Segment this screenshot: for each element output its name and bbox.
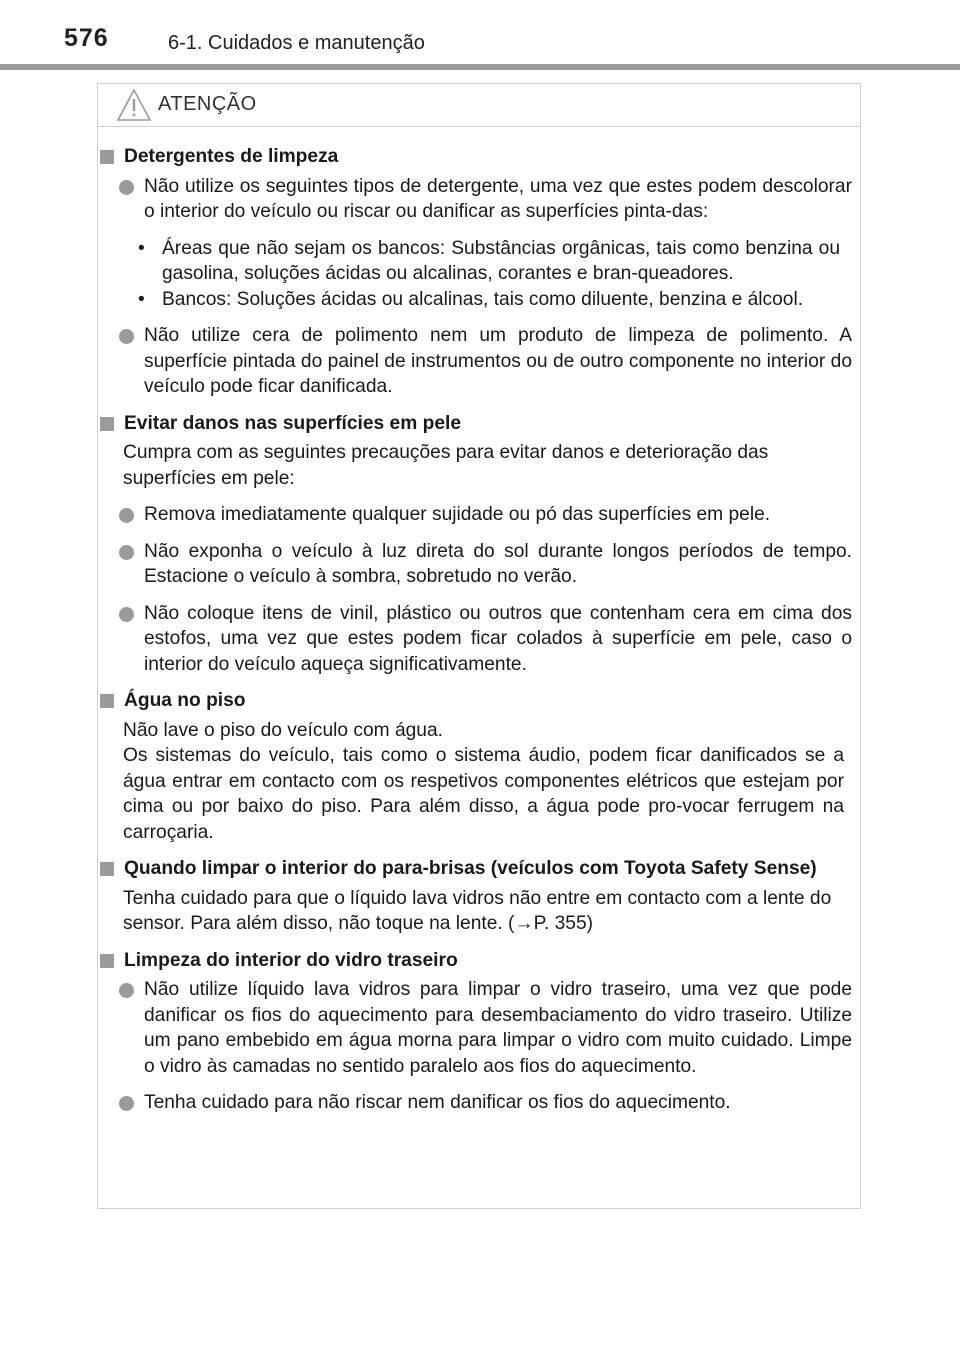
list-item xyxy=(118,174,852,225)
list-item-text: Remova imediatamente qualquer sujidade ou pó das superfícies em pele. xyxy=(144,504,771,525)
warning-box xyxy=(97,83,861,1209)
sub-list-item xyxy=(138,287,840,313)
list-item xyxy=(118,977,852,1079)
list-item xyxy=(118,502,852,528)
page-number: 576 xyxy=(64,24,109,52)
sub-list-item-text: Bancos: Soluções ácidas ou alcalinas, tais como diluente, benzina e álcool. xyxy=(162,288,804,310)
circle-bullet-icon xyxy=(119,607,134,622)
list-item xyxy=(118,539,852,590)
header-rule xyxy=(0,64,960,70)
circle-bullet-icon xyxy=(119,545,134,560)
warning-header xyxy=(98,84,860,127)
list-item-text: Não utilize os seguintes tipos de detergente, uma vez que estes podem descolorar o interior do veículo ou riscar ou danificar as superfícies pinta-das: xyxy=(144,175,852,222)
list-item xyxy=(118,323,852,400)
section-heading-text: Água no piso xyxy=(124,690,246,711)
paragraph: Cumpra com as seguintes precauções para evitar danos e deterioração das superfícies em pele: xyxy=(123,442,769,489)
square-bullet-icon xyxy=(100,417,114,431)
list-item-text: Não utilize cera de polimento nem um produto de limpeza de polimento. A superfície pintada do painel de instrumentos ou de outro componente no interior do veículo pode ficar danificada. xyxy=(144,325,852,397)
section-heading xyxy=(98,948,850,974)
sub-bullet-marker: • xyxy=(138,288,145,310)
sub-bullet-marker: • xyxy=(138,237,145,259)
section-heading xyxy=(98,144,850,170)
section-title: 6-1. Cuidados e manutenção xyxy=(168,32,425,54)
sub-list-item-text: Áreas que não sejam os bancos: Substâncias orgânicas, tais como benzina ou gasolina, soluções ácidas ou alcalinas, corantes e bran-queadores. xyxy=(162,237,840,284)
square-bullet-icon xyxy=(100,694,114,708)
sub-list-item xyxy=(138,236,840,287)
circle-bullet-icon xyxy=(119,983,134,998)
list-item xyxy=(118,601,852,678)
list-item-text: Não utilize líquido lava vidros para limpar o vidro traseiro, uma vez que pode danificar os fios do aquecimento para desembaciamento do vidro traseiro. Utilize um pano embebido em água morna para limpar o vidro com muito cuidado. Limpe o vidro às camadas no sentido paralelo aos fios do aquecimento. xyxy=(144,979,852,1077)
section-heading xyxy=(98,688,850,714)
page-header xyxy=(0,0,960,70)
warning-triangle-icon xyxy=(116,88,152,122)
section-heading-text: Detergentes de limpeza xyxy=(124,146,339,167)
list-item-text: Não exponha o veículo à luz direta do sol durante longos períodos de tempo. Estacione o veículo à sombra, sobretudo no verão. xyxy=(144,540,852,587)
warning-content xyxy=(98,144,860,1127)
square-bullet-icon xyxy=(100,954,114,968)
circle-bullet-icon xyxy=(119,180,134,195)
section-heading-text: Limpeza do interior do vidro traseiro xyxy=(124,949,458,971)
paragraph: Os sistemas do veículo, tais como o sistema áudio, podem ficar danificados se a água entrar em contacto com os respetivos componentes elétricos que estejam por cima ou por baixo do piso. Para além disso, a água pode pro-vocar ferrugem na carroçaria. xyxy=(123,745,844,843)
list-item xyxy=(118,1090,852,1116)
section-heading xyxy=(98,411,850,437)
warning-title: ATENÇÃO xyxy=(158,93,257,115)
section-heading xyxy=(98,856,850,882)
paragraph: Tenha cuidado para que o líquido lava vidros não entre em contacto com a lente do sensor. Para além disso, não toque na lente. (→P. 355) xyxy=(123,887,832,934)
square-bullet-icon xyxy=(100,150,114,164)
section-heading-text: Quando limpar o interior do para-brisas (veículos com Toyota Safety Sense) xyxy=(124,858,817,879)
section-heading-text: Evitar danos nas superfícies em pele xyxy=(124,412,461,434)
paragraph: Não lave o piso do veículo com água. xyxy=(123,719,443,741)
list-item-text: Não coloque itens de vinil, plástico ou outros que contenham cera em cima dos estofos, uma vez que estes podem ficar colados à superfície em pele, caso o interior do veículo aqueça significativamente. xyxy=(144,602,852,675)
circle-bullet-icon xyxy=(119,329,134,344)
circle-bullet-icon xyxy=(119,508,134,523)
square-bullet-icon xyxy=(100,862,114,876)
list-item-text: Tenha cuidado para não riscar nem danificar os fios do aquecimento. xyxy=(144,1092,731,1113)
circle-bullet-icon xyxy=(119,1096,134,1111)
